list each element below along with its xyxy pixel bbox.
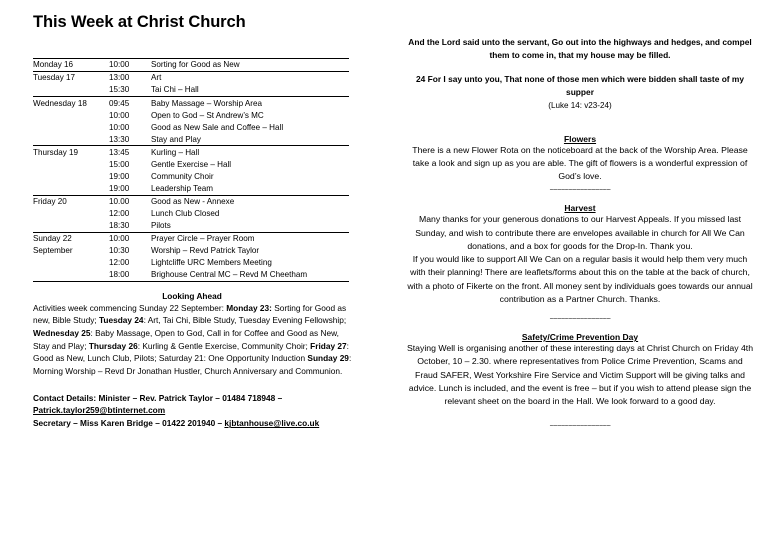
- looking-ahead-item-text: : Morning Worship – Revd Dr Jonathan Hustler, Church Anniversary and Communion.: [33, 353, 352, 376]
- table-row: [33, 195, 349, 208]
- looking-ahead-day: Wednesday 25: [33, 328, 91, 339]
- table-row: [33, 208, 349, 220]
- spacer: [404, 306, 756, 312]
- schedule-event-cell: Baby Massage – Worship Area: [151, 97, 349, 110]
- divider-2: ~~~~~~~~~~~~~~~~: [549, 313, 611, 323]
- table-row: [33, 109, 349, 121]
- schedule-event-cell: Art: [151, 72, 349, 85]
- schedule-day-cell: [33, 121, 109, 133]
- table-row: [33, 97, 349, 110]
- schedule-event-cell: Community Choir: [151, 171, 214, 181]
- harvest-heading: Harvest: [564, 203, 596, 214]
- schedule-time-cell: 09:45: [109, 97, 151, 110]
- schedule-day-cell: September: [33, 246, 73, 256]
- safety-heading: Safety/Crime Prevention Day: [521, 332, 639, 343]
- schedule-time-cell: 10:00: [109, 122, 130, 132]
- table-row: [33, 170, 349, 182]
- table-row: [33, 269, 349, 282]
- looking-ahead-item-text: : Good as New, Lunch Club, Pilots; Saturday 21: One Opportunity Induction: [33, 340, 349, 364]
- schedule-day-cell: [33, 208, 109, 220]
- schedule-day-cell: [33, 109, 109, 121]
- flowers-heading: Flowers: [563, 133, 597, 144]
- schedule-time-cell: 19:00: [109, 183, 130, 193]
- table-row: [33, 121, 349, 133]
- schedule-time-cell: 15:30: [109, 85, 130, 95]
- looking-ahead-item-text: : Kurling & Gentle Exercise, Community Choir;: [137, 340, 311, 351]
- safety-body: Staying Well is organising another of these interesting days at Christ Church on Friday 4th October, 10 – 2.30. where representatives from Police Crime Prevention, Scams and Fraud SAFER, West Yorkshire Fire Service and Victim Support will be giving talks and advice. Lunch is included, and the event is free – but if you wish to attend please sign the relevant sheet on the board in the Hall. We look forward to a good day.: [406, 343, 754, 407]
- spacer: [404, 408, 756, 419]
- schedule-event-cell: Leadership Team: [151, 183, 213, 193]
- left-column: [27, 0, 357, 543]
- schedule-time-cell: 12:00: [109, 208, 130, 218]
- schedule-event-cell: Gentle Exercise – Hall: [151, 159, 232, 169]
- weekly-schedule-table: [33, 58, 349, 282]
- schedule-day-cell: [33, 182, 109, 195]
- schedule-time-cell: 13:00: [109, 72, 151, 85]
- schedule-event-cell: Kurling – Hall: [151, 146, 349, 159]
- table-row: [33, 182, 349, 195]
- schedule-event-cell: Worship – Revd Patrick Taylor: [151, 246, 260, 256]
- looking-ahead-item-text: : Art, Tai Chi, Bible Study, Tuesday Evening Fellowship;: [143, 315, 347, 326]
- contact-details: [33, 392, 353, 431]
- contact-line-2-prefix: Secretary – Miss Karen Bridge – 01422 201940 –: [33, 418, 225, 429]
- schedule-time-cell: 10:00: [109, 232, 151, 245]
- page-title: This Week at Christ Church: [33, 13, 246, 31]
- schedule-event-cell: Sorting for Good as New: [151, 59, 349, 72]
- schedule-time-cell: 13:45: [109, 146, 151, 159]
- looking-ahead-day: Monday 23:: [226, 302, 272, 313]
- schedule-time-cell: 13:30: [109, 134, 130, 144]
- looking-ahead-item-text: Sorting for Good as new, Bible Study;: [33, 302, 347, 326]
- right-column: [404, 0, 756, 543]
- schedule-day-cell: [33, 133, 109, 146]
- schedule-event-cell: Pilots: [151, 221, 171, 230]
- looking-ahead-heading: Looking Ahead: [162, 290, 222, 301]
- contact-line-1: Contact Details: Minister – Rev. Patrick Taylor – 01484 718948 –: [33, 392, 283, 403]
- schedule-time-cell: 10:00: [109, 59, 151, 72]
- scripture-block: [404, 36, 756, 113]
- table-row: [33, 84, 349, 97]
- table-row: [33, 146, 349, 159]
- table-row: [33, 220, 349, 233]
- table-row: [33, 232, 349, 245]
- looking-ahead-item-text: : Baby Massage, Open to God, Call in for Coffee and Good as New, Stay and Play;: [33, 328, 339, 351]
- table-row: [33, 158, 349, 170]
- schedule-day-cell: [33, 158, 109, 170]
- harvest-paragraph-1: Many thanks for your generous donations to our Harvest Appeals. If you missed last Sunday, and wish to contribute there are envelopes available in church for All We Can donations, and a box for goods for the Drop-In. Thank you.: [415, 214, 745, 251]
- schedule-day-cell: [33, 84, 109, 97]
- scripture-reference: (Luke 14: v23-24): [548, 101, 612, 111]
- schedule-day-cell: [33, 269, 109, 282]
- schedule-time-cell: 15:00: [109, 159, 130, 169]
- schedule-time-cell: 19:00: [109, 171, 130, 181]
- schedule-event-cell: Brighouse Central MC – Revd M Cheetham: [151, 269, 349, 282]
- schedule-time-cell: 10.00: [109, 195, 151, 208]
- schedule-event-cell: Prayer Circle – Prayer Room: [151, 232, 349, 245]
- schedule-event-cell: Stay and Play: [151, 134, 201, 144]
- schedule-day-cell: Wednesday 18: [33, 97, 109, 110]
- secretary-email-link[interactable]: kjbtanhouse@live.co.uk: [224, 418, 320, 429]
- schedule-event-cell: Good as New Sale and Coffee – Hall: [151, 122, 284, 132]
- looking-ahead-day: Friday 27: [310, 340, 347, 351]
- schedule-time-cell: 18:00: [109, 269, 151, 282]
- schedule-day-cell: [33, 220, 109, 233]
- schedule-day-cell: Monday 16: [33, 59, 109, 72]
- schedule-time-cell: 10:30: [109, 246, 130, 256]
- schedule-body: [33, 59, 349, 282]
- looking-ahead-day: Sunday 29: [307, 353, 349, 364]
- schedule-time-cell: 18:30: [109, 221, 130, 230]
- schedule-day-cell: Sunday 22: [33, 232, 109, 245]
- schedule-event-cell: Lunch Club Closed: [151, 208, 220, 218]
- schedule-event-cell: Tai Chi – Hall: [151, 85, 199, 95]
- table-row: [33, 59, 349, 72]
- schedule-day-cell: Tuesday 17: [33, 72, 109, 85]
- looking-ahead-body: [33, 302, 353, 378]
- divider-3: ~~~~~~~~~~~~~~~~: [549, 421, 611, 431]
- schedule-day-cell: [33, 257, 109, 269]
- schedule-time-cell: 12:00: [109, 258, 130, 268]
- looking-ahead-day: Tuesday 24: [98, 315, 144, 326]
- scripture-verse-23: And the Lord said unto the servant, Go out into the highways and hedges, and compel them to come in, that my house may be filled.: [408, 37, 752, 61]
- spacer: [404, 113, 756, 124]
- divider-1: ~~~~~~~~~~~~~~~~: [549, 185, 611, 195]
- table-row: [33, 245, 349, 257]
- schedule-event-cell: Good as New - Annexe: [151, 195, 349, 208]
- table-row: [33, 133, 349, 146]
- minister-email-link[interactable]: Patrick.taylor259@btinternet.com: [33, 405, 166, 416]
- schedule-day-cell: [33, 170, 109, 182]
- schedule-time-cell: 10:00: [109, 110, 130, 120]
- table-row: [33, 72, 349, 85]
- scripture-verse-24: 24 For I say unto you, That none of those men which were bidden shall taste of my supper: [415, 74, 745, 98]
- harvest-paragraph-2: If you would like to support All We Can on a regular basis it would help them very much with their planning! There are leaflets/forms about this on the table at the back of church, with a photo of Fikerte on the front. All money sent by individuals goes towards our annual contribution as a Partner Church. Thanks.: [407, 254, 753, 304]
- schedule-day-cell: Friday 20: [33, 195, 109, 208]
- schedule-event-cell: Open to God – St Andrew’s MC: [151, 110, 264, 120]
- flowers-body: There is a new Flower Rota on the noticeboard at the back of the Worship Area. Please take a look and sign up as you are able. The gift of flowers is a wonderful expression of God’s love.: [412, 144, 748, 182]
- looking-ahead-day: Thursday 26: [88, 340, 138, 351]
- schedule-day-cell: Thursday 19: [33, 146, 109, 159]
- schedule-event-cell: Lightcliffe URC Members Meeting: [151, 258, 272, 268]
- looking-ahead-intro: Activities week commencing Sunday 22 September:: [33, 302, 227, 313]
- table-row: [33, 257, 349, 269]
